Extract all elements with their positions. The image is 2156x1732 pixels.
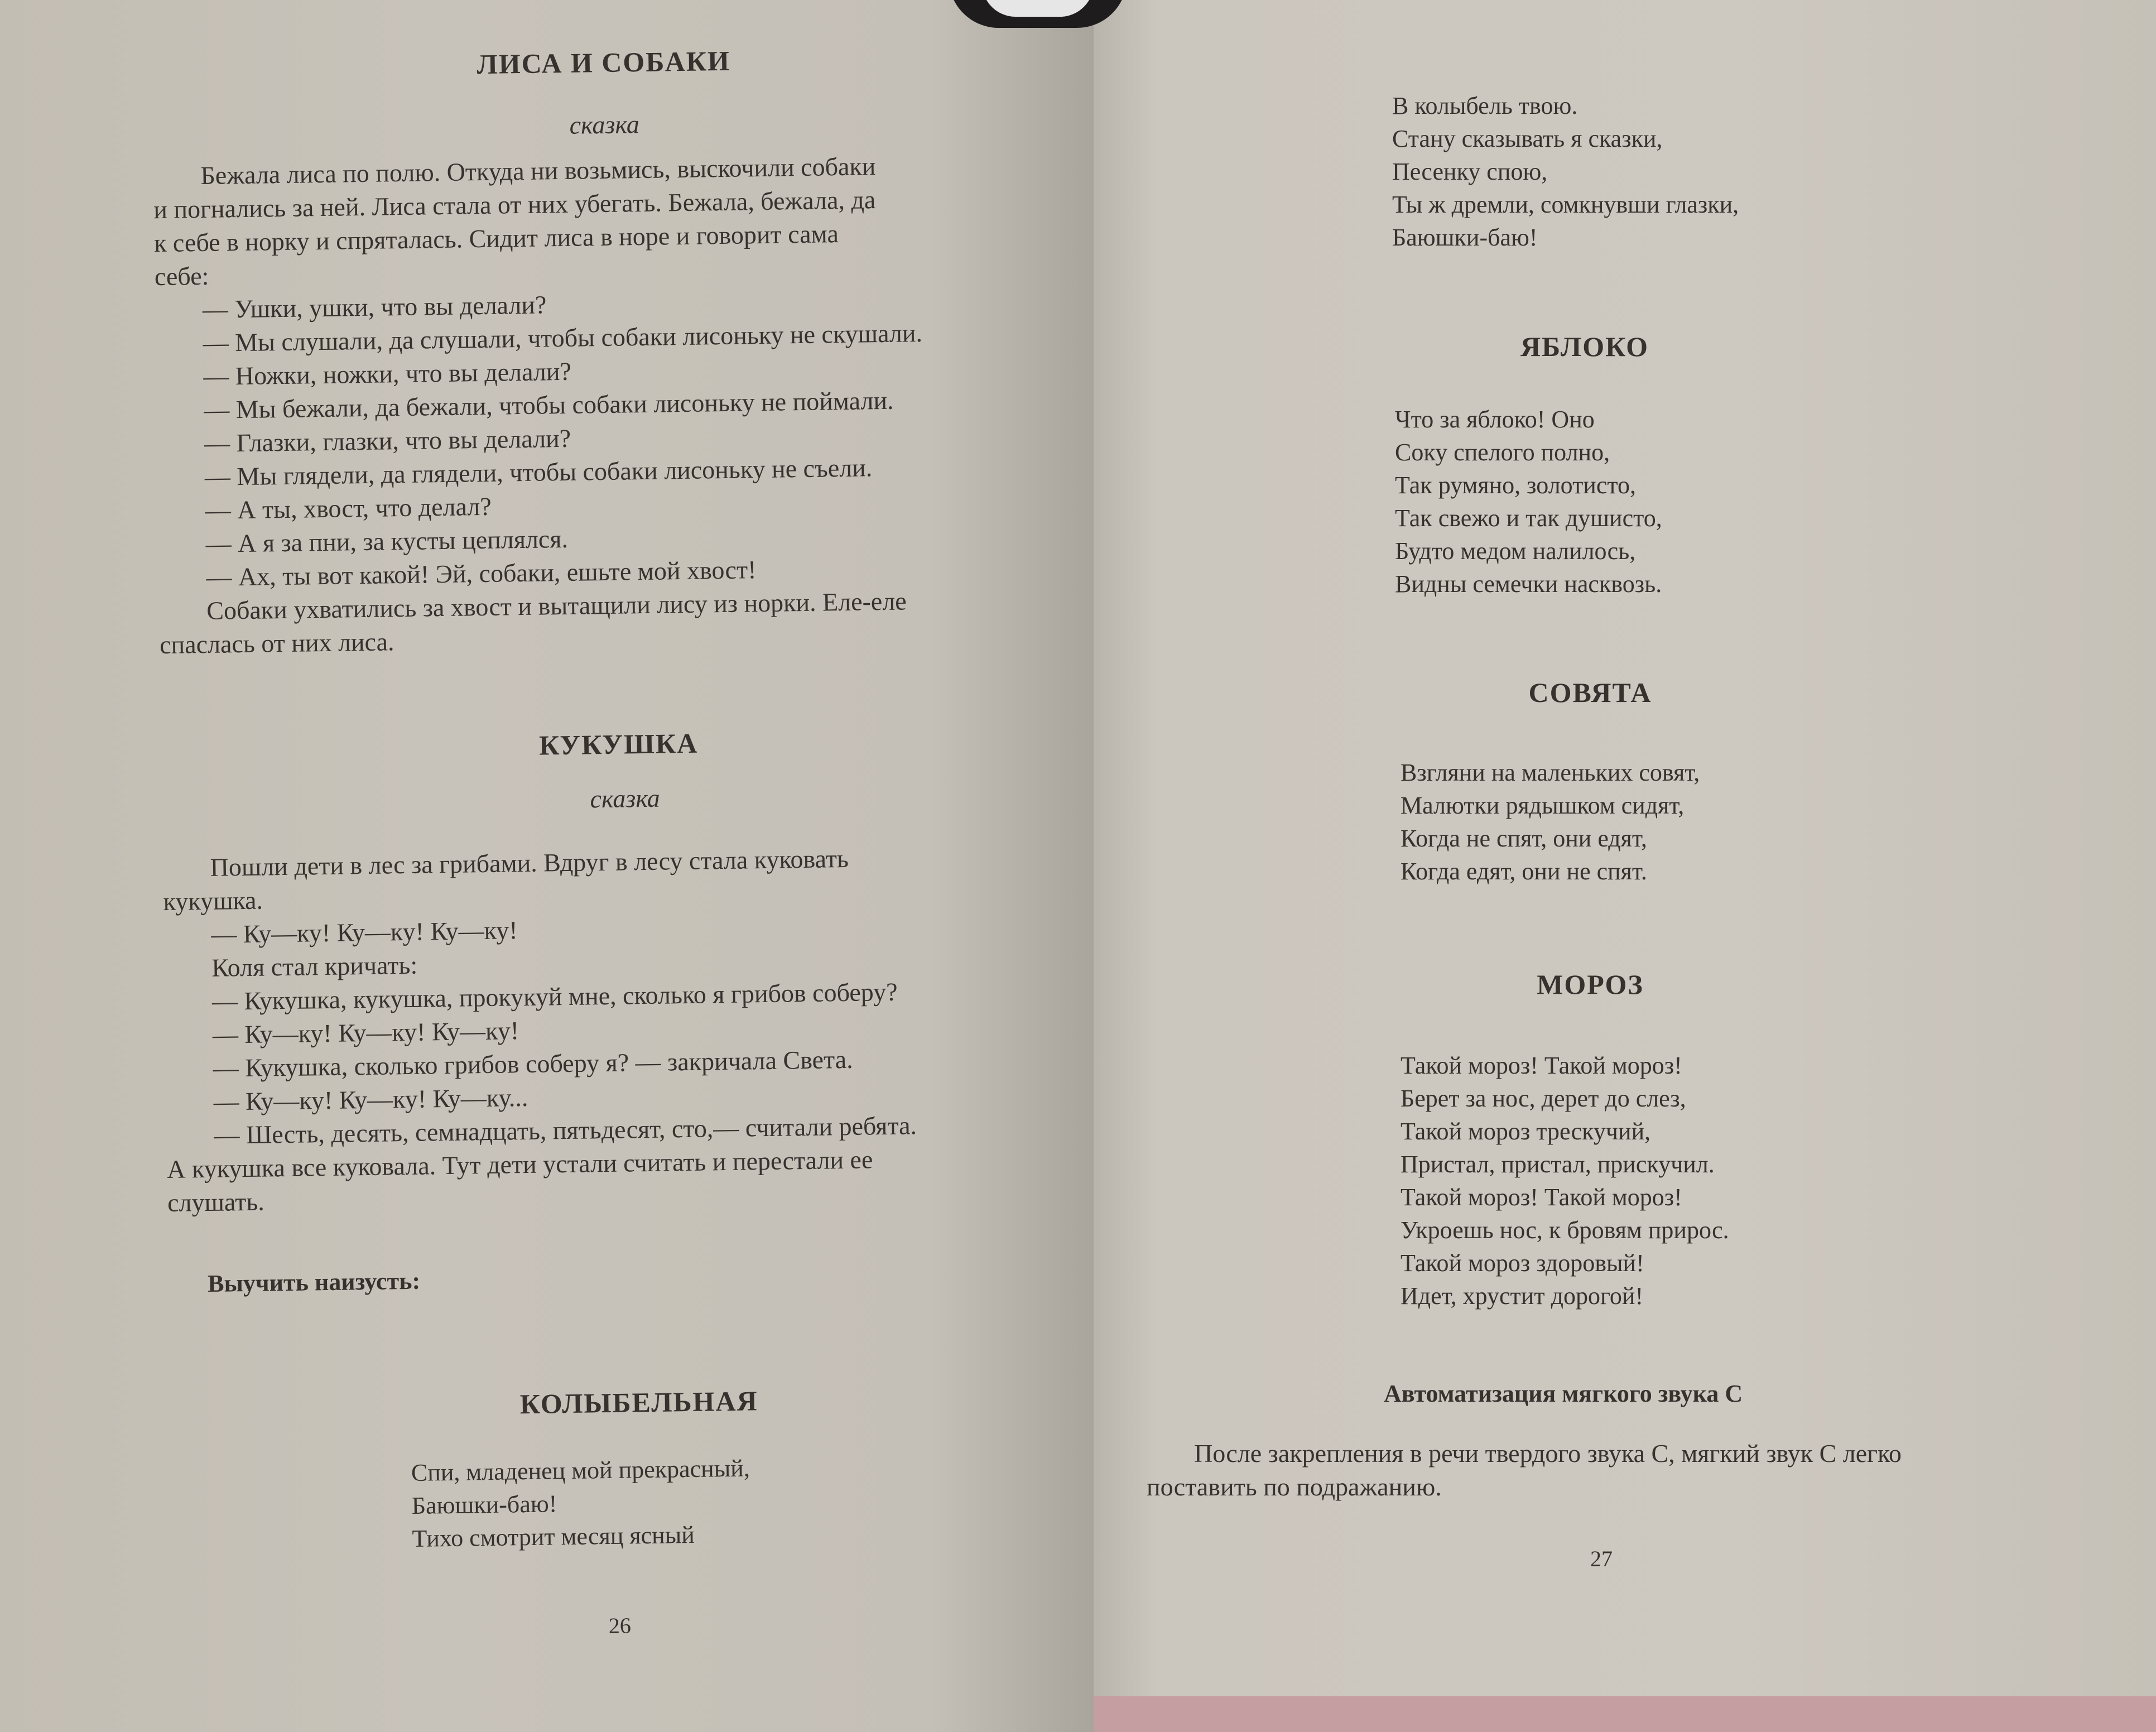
verse-line: Идет, хрустит дорогой! (1401, 1282, 1644, 1310)
verse-line: Такой мороз трескучий, (1401, 1118, 1651, 1145)
text-line: — Ку—ку! Ку—ку! Ку—ку! (212, 1016, 519, 1049)
lullaby-title: КОЛЫБЕЛЬНАЯ (519, 1385, 759, 1420)
text-line: к себе в норку и спряталась. Сидит лиса в норе и говорит сама (153, 219, 839, 258)
text-line: — Ножки, ножки, что вы делали? (203, 357, 572, 391)
frost-verse (1401, 1049, 1729, 1312)
text-line: — Мы глядели, да глядели, чтобы собаки лисоньку не съели. (204, 453, 873, 491)
cuckoo-story-subtitle: сказка (590, 783, 660, 814)
page-number-right: 27 (1590, 1546, 1613, 1571)
verse-line: Когда едят, они не спят. (1401, 858, 1647, 885)
text-line: — Мы бежали, да бежали, чтобы собаки лисоньку не поймали. (203, 386, 894, 424)
apple-title: ЯБЛОКО (1520, 331, 1649, 362)
text-line: спаслась от них лиса. (159, 627, 394, 660)
frost-title: МОРОЗ (1537, 969, 1644, 1000)
verse-line: Что за яблоко! Оно (1395, 406, 1595, 433)
text-line: слушать. (167, 1187, 265, 1218)
verse-line: Берет за нос, дерет до слез, (1401, 1085, 1686, 1112)
text-line: — Кукушка, сколько грибов соберу я? — закричала Света. (213, 1045, 853, 1082)
text-line: Собаки ухватились за хвост и вытащили лису из норки. Еле-еле (206, 586, 907, 625)
text-line: — Ах, ты вот какой! Эй, собаки, ешьте мой хвост! (206, 555, 757, 591)
fox-story-subtitle: сказка (569, 110, 640, 139)
verse-line: Соку спелого полно, (1395, 439, 1610, 466)
text-line: — А я за пни, за кусты цеплялся. (205, 524, 569, 558)
lullaby-continued-verse (1392, 89, 1739, 254)
automation-text (1147, 1437, 2051, 1504)
text-line: — Ушки, ушки, что вы делали? (202, 290, 547, 324)
owlets-verse (1401, 756, 1700, 888)
verse-line: Такой мороз! Такой мороз! (1401, 1052, 1682, 1079)
text-line: кукушка. (163, 886, 263, 916)
apple-verse (1395, 403, 1662, 600)
text-line: После закрепления в речи твердого звука С, мягкий звук С легко (1194, 1439, 1902, 1468)
verse-line: Баюшки-баю! (411, 1490, 557, 1519)
verse-line: Ты ж дремли, сомкнувши глазки, (1392, 191, 1739, 218)
owlets-title: СОВЯТА (1528, 677, 1652, 708)
verse-line: Спи, младенец мой прекрасный, (411, 1454, 750, 1486)
text-line: — Шесть, десять, семнадцать, пятьдесят, сто,— считали ребята. (214, 1111, 917, 1149)
verse-line: В колыбель твою. (1392, 92, 1578, 119)
verse-line: Видны семечки насквозь. (1395, 570, 1662, 598)
text-line: — Кукушка, кукушка, прокукуй мне, сколько я грибов соберу? (211, 977, 898, 1016)
text-line: поставить по подражанию. (1147, 1473, 1442, 1501)
verse-line: Баюшки-баю! (1392, 224, 1538, 251)
verse-line: Такой мороз! Такой мороз! (1401, 1183, 1682, 1211)
text-line: Коля стал кричать: (211, 950, 418, 982)
text-line: Пошли дети в лес за грибами. Вдруг в лесу стала куковать (210, 844, 849, 882)
cuckoo-story-title: КУКУШКА (538, 727, 699, 761)
text-line: — Мы слушали, да слушали, чтобы собаки лисоньку не скушали. (203, 318, 923, 357)
verse-line: Такой мороз здоровый! (1401, 1249, 1644, 1277)
verse-line: Так свежо и так душисто, (1395, 504, 1662, 532)
text-line: и погнались за ней. Лиса стала от них убегать. Бежала, бежала, да (153, 185, 876, 224)
automation-heading: Автоматизация мягкого звука С (1384, 1380, 1743, 1407)
text-line: — Глазки, глазки, что вы делали? (204, 424, 571, 458)
verse-line: Будто медом налилось, (1395, 537, 1636, 565)
verse-line: Малютки рядышком сидят, (1401, 792, 1685, 819)
verse-line: Так румяно, золотисто, (1395, 472, 1637, 499)
text-line: — Ку—ку! Ку—ку! Ку—ку! (211, 916, 518, 949)
verse-line: Пристал, пристал, прискучил. (1401, 1151, 1715, 1178)
verse-line: Когда не спят, они едят, (1401, 825, 1647, 852)
verse-line: Взгляни на маленьких совят, (1401, 759, 1700, 786)
fox-story-title: ЛИСА И СОБАКИ (477, 45, 731, 80)
text-line: А кукушка все куковала. Тут дети устали считать и перестали ее (166, 1145, 873, 1184)
text-line: Бежала лиса по полю. Откуда ни возьмись, выскочили собаки (200, 152, 876, 190)
verse-line: Песенку спою, (1392, 158, 1548, 185)
verse-line: Укроешь нос, к бровям прирос. (1401, 1216, 1729, 1244)
verse-line: Стану сказывать я сказки, (1392, 125, 1663, 152)
verse-line: Тихо смотрит месяц ясный (412, 1521, 695, 1552)
text-line: — Ку—ку! Ку—ку! Ку—ку... (213, 1082, 528, 1116)
page-number-left: 26 (608, 1613, 632, 1639)
text-line: — А ты, хвост, что делал? (205, 492, 492, 525)
text-line: себе: (154, 261, 209, 291)
learn-by-heart-label: Выучить наизусть: (207, 1267, 421, 1298)
